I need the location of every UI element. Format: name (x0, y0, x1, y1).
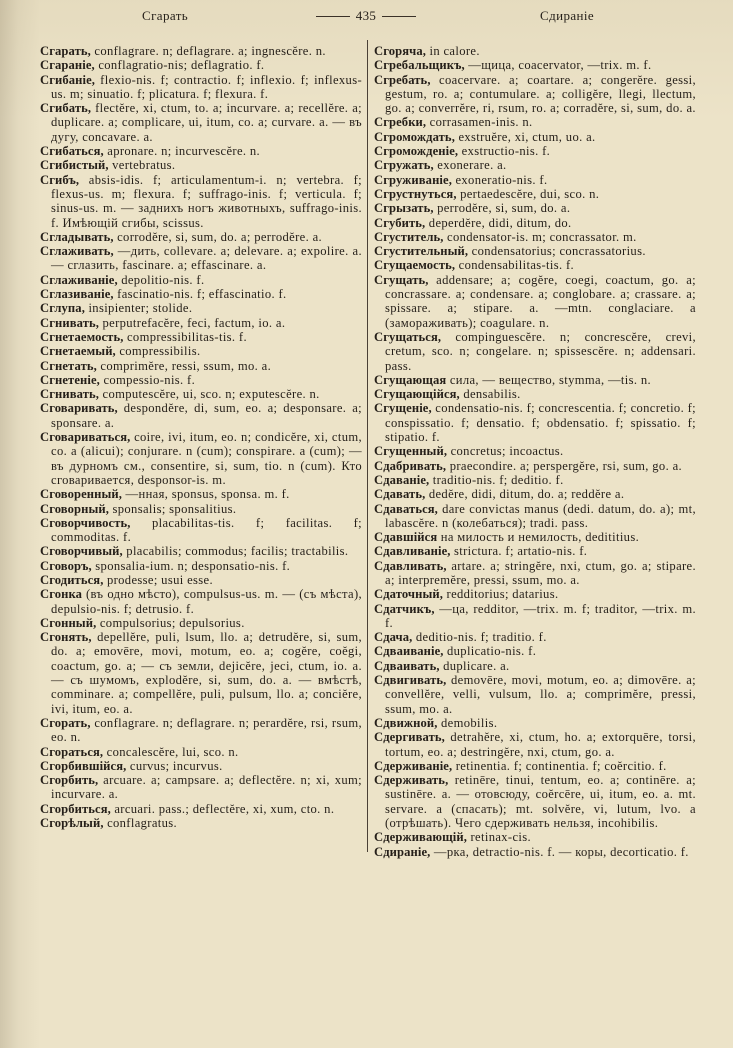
headword: Сгорбившійся, (40, 758, 127, 773)
dictionary-entry (374, 759, 696, 773)
dictionary-entry (40, 101, 362, 144)
headword: Сглупа, (40, 301, 85, 316)
dictionary-entry (374, 459, 696, 473)
headword: Сгущающійся, (374, 387, 460, 402)
headword: Сгубить, (374, 215, 426, 230)
headword: Сдача, (374, 630, 413, 645)
headword: Сгущаться, (374, 329, 442, 344)
headword: Сгонный, (40, 615, 97, 630)
dictionary-entry (40, 630, 362, 716)
definition: comprimĕre, ressi, ssum, mo. a. (100, 358, 272, 373)
dictionary-entry (374, 173, 696, 187)
definition: condensatorius; concrassatorius. (471, 244, 646, 259)
headword: Сгнетаемый, (40, 344, 116, 359)
right-guide-word: Сдираніе (540, 8, 595, 23)
headword: Сгоряча, (374, 44, 426, 58)
definition: pertaedescĕre, dui, sco. n. (460, 186, 600, 201)
definition: absis-idis. f; articulamentum-i. n; vertebra. f; flexus-us. m; flexura. f; suffrago-inis. f; verticula. f; sinus-us. m. — заднихъ ногъ животныхъ, suffrago-inis. f. Имѣющій сгибы, scissus. (51, 172, 363, 230)
headword: Сдаточный, (374, 587, 444, 602)
dictionary-entry (374, 58, 696, 72)
dictionary-entry (374, 244, 696, 258)
dictionary-entry (40, 573, 362, 587)
dictionary-entry (374, 730, 696, 759)
definition: compulsorius; depulsorius. (99, 615, 245, 630)
dictionary-entry (40, 173, 362, 230)
headword: Сгребки, (374, 115, 427, 130)
headword: Сгребальщикъ, (374, 58, 465, 73)
left-guide-word: Сгарать (142, 8, 189, 23)
dictionary-entry (40, 616, 362, 630)
right-column (374, 44, 696, 859)
definition: placabilitas-tis. f; facilitas. f; commoditas. f. (51, 515, 362, 545)
headword: Сгонять, (40, 630, 92, 645)
definition: addensare; a; cogĕre, coegi, coactum, go. a; concrassare. a; condensare. a; conglobare. a; crassare. a; spissare. a; stipare. a. —mtn. conglaciare. a (замораживать); coagulare. n. (385, 272, 696, 330)
dictionary-entry (40, 44, 362, 58)
dictionary-entry (374, 487, 696, 501)
page-number: 435 (355, 8, 377, 23)
headword: Сдвигивать, (374, 673, 447, 688)
dictionary-entry (374, 602, 696, 631)
headword: Сдабривать, (374, 458, 447, 473)
definition: conflagrare. n; deflagrare. n; perardĕre, rsi, rsum, eo. n. (51, 715, 362, 745)
definition: concretus; incoactus. (450, 444, 564, 459)
definition: depolitio-nis. f. (121, 272, 205, 287)
definition: traditio-nis. f; deditio. f. (432, 472, 564, 487)
dictionary-entry (40, 487, 362, 501)
dictionary-entry (40, 359, 362, 373)
dictionary-entry (40, 816, 362, 830)
dictionary-entry (374, 158, 696, 172)
headword: Сгрустнуться, (374, 186, 457, 201)
headword: Сгибаніе, (40, 72, 96, 87)
headword: Сдатчикъ, (374, 601, 435, 616)
headword: Сдаваться, (374, 501, 438, 516)
column-divider (367, 40, 368, 852)
headword: Сгущеніе, (374, 401, 432, 416)
definition: conflagratus. (107, 816, 178, 831)
definition: condensabilitas-tis. f. (458, 258, 575, 273)
definition: exonerare. a. (437, 158, 507, 173)
headword: Сгромождать, (374, 129, 455, 144)
definition: densabilis. (463, 387, 521, 402)
headword: Сдавшійся (374, 530, 438, 545)
headword: Сглаживаніе, (40, 272, 118, 287)
headword: Сгущаемость, (374, 258, 456, 273)
dictionary-entry (374, 830, 696, 844)
definition: corrasamen-inis. n. (429, 115, 533, 130)
definition: artare. a; stringĕre, nxi, ctum, go. a; stipare. a; interpremĕre, pressi, ssum, mo. a. (385, 558, 697, 587)
dictionary-entry (40, 158, 362, 172)
dictionary-entry (374, 444, 696, 458)
definition: на милость и немилость, dedititius. (440, 530, 640, 545)
dictionary-entry (374, 144, 696, 158)
headword: Сгнивать, (40, 315, 99, 330)
dictionary-entry (40, 58, 362, 72)
definition: —дить, collevare. a; delevare. a; expolire. a. — сглазить, fascinare. a; effascinare. a. (51, 244, 362, 273)
dictionary-entry (40, 373, 362, 387)
dictionary-entry (374, 716, 696, 730)
dictionary-entry (40, 544, 362, 558)
headword: Сдерживающій, (374, 830, 468, 845)
definition: —рка, detractio-nis. f. — коры, decorticatio. f. (433, 844, 689, 859)
dictionary-entry (40, 401, 362, 430)
headword: Сгонка (40, 587, 83, 602)
definition: compessio-nis. f. (103, 372, 196, 387)
definition: detrahĕre, xi, ctum, ho. a; extorquēre, torsi, tortum, eo. a; destringĕre, nxi, ctum, go. a. (385, 730, 696, 759)
definition: placabilis; commodus; facilis; tractabilis. (126, 544, 349, 559)
dictionary-entry (374, 644, 696, 658)
dictionary-entry (374, 530, 696, 544)
dictionary-entry (374, 44, 696, 58)
definition: vertebratus. (112, 158, 176, 173)
headword: Сгущать, (374, 272, 429, 287)
dictionary-entry (374, 187, 696, 201)
definition: flectĕre, xi, ctum, to. a; incurvare. a; recellĕre. a; duplicare. a; complicare, ui, itum, co. a; curvare. a. — въ дугу, concavare. a. (51, 101, 362, 144)
headword: Сдваиваніе, (374, 644, 444, 659)
headword: Сгружать, (374, 158, 434, 173)
dictionary-entry (40, 73, 362, 102)
dictionary-entry (374, 230, 696, 244)
left-column (40, 44, 362, 830)
headword: Сгибать, (40, 101, 92, 116)
definition: strictura. f; artatio-nis. f. (454, 544, 588, 559)
definition: apronare. n; incurvescĕre. n. (107, 144, 261, 159)
headword: Сгибистый, (40, 158, 109, 173)
dictionary-entry (374, 659, 696, 673)
headword: Сглаживать, (40, 244, 114, 259)
headword: Сдавливаніе, (374, 544, 451, 559)
definition: retinentia. f; continentia. f; coĕrcitio. f. (455, 758, 667, 773)
definition: arcuari. pass.; deflectĕre, xi, xum, cto. n. (114, 801, 335, 816)
headword: Сгущающая (374, 372, 447, 387)
definition: fascinatio-nis. f; effascinatio. f. (117, 287, 287, 302)
dictionary-entry (40, 287, 362, 301)
dictionary-entry (374, 473, 696, 487)
definition: condensator-is. m; concrassator. m. (447, 229, 637, 244)
headword: Сдираніе, (374, 844, 431, 859)
headword: Сговоръ, (40, 558, 92, 573)
definition: —ца, redditor, —trix. m. f; traditor, —trix. m. f. (385, 601, 697, 630)
definition: redditorius; datarius. (446, 587, 559, 602)
definition: retinax-cis. (470, 830, 532, 845)
dictionary-entry (40, 330, 362, 344)
dictionary-entry (40, 516, 362, 545)
definition: corrodĕre, si, sum, do. a; perrodĕre. a. (117, 229, 323, 244)
dictionary-entry (40, 759, 362, 773)
definition: curvus; incurvus. (129, 758, 223, 773)
dictionary-entry (374, 630, 696, 644)
definition: compressibilitas-tis. f. (126, 329, 247, 344)
dictionary-entry (374, 773, 696, 830)
headword: Сдерживать, (374, 773, 449, 788)
headword: Сгараніе, (40, 58, 95, 73)
dictionary-entry (374, 559, 696, 588)
dictionary-entry (374, 587, 696, 601)
headword: Сгораться, (40, 744, 104, 759)
definition: depellĕre, puli, lsum, llo. a; detrudĕre, si, sum, do. a; emovēre, movi, motum, eo. a; cogĕre, coĕgi, coactum, go. a; — съ земли, dejicĕre, jeci, ctum, io. a. — съ шумомъ, explodĕre, si, sum, do. a. — вмѣстѣ, comminare. a; compellĕre, puli, pulsum, llo. a; conciĕre, ivi, itum, eo. a. (51, 630, 362, 716)
headword: Сдавливать, (374, 558, 447, 573)
dictionary-entry (40, 773, 362, 802)
headword: Сгибъ, (40, 172, 80, 187)
definition: exstruĕre, xi, ctum, uo. a. (458, 129, 596, 144)
dictionary-entry (374, 130, 696, 144)
definition: insipienter; stolide. (88, 301, 193, 316)
definition: condensatio-nis. f; concrescentia. f; concretio. f; conspissatio. f; densatio. f; obdensatio. f; spissatio. f; stipatio. f. (385, 401, 696, 445)
headword: Сгодиться, (40, 572, 104, 587)
headword: Сгуститель, (374, 229, 444, 244)
headword: Сгорбить, (40, 773, 99, 788)
headword: Сгроможденіе, (374, 144, 459, 159)
headword: Сгребать, (374, 72, 431, 87)
headword: Сглазиваніе, (40, 287, 114, 302)
definition: coire, ivi, itum, eo. n; condicĕre, xi, ctum, co. a (alicui); conjurare. n (cum); conspirare. a (cum); — въ дурномъ см., consentire, si, sum, tio. n (cum). Кто сговаривается, desponsor-is. m. (51, 430, 363, 487)
dictionary-entry (40, 144, 362, 158)
definition: arcuare. a; campsare. a; deflectĕre. n; xi, xum; incurvare. a. (51, 773, 363, 802)
dictionary-entry (374, 845, 696, 859)
headword: Сгорбиться, (40, 801, 111, 816)
dictionary-entry (374, 401, 696, 444)
dictionary-entry (40, 430, 362, 487)
definition: flexio-nis. f; contractio. f; inflexio. f; inflexus-us. m; sinuatio. f; plicatura. f; flexura. f. (51, 72, 362, 101)
definition: prodesse; usui esse. (106, 572, 213, 587)
dictionary-entry (374, 373, 696, 387)
headword: Сгнетаемость, (40, 329, 124, 344)
headword: Сгладывать, (40, 229, 114, 244)
definition: computescĕre, ui, sco. n; exputescĕre. n. (102, 387, 320, 402)
headword: Сгибаться, (40, 144, 104, 159)
definition: dare convictas manus (dedi. datum, do. a); mt, labascĕre. n (колебаться); tradi. pass. (385, 501, 696, 530)
dictionary-entry (374, 502, 696, 531)
dictionary-entry (40, 301, 362, 315)
page-number-rule-right (382, 16, 416, 17)
dictionary-entry (374, 330, 696, 373)
definition: despondĕre, di, sum, eo. a; desponsare. a; sponsare. a. (51, 401, 362, 430)
headword: Сгарать, (40, 44, 91, 58)
page-number-block (306, 8, 426, 24)
headword: Сдваивать, (374, 658, 440, 673)
headword: Сдавать, (374, 487, 426, 502)
definition: (въ одно мѣсто), compulsus-us. m. — (съ мѣста), depulsio-nis. f; detrusio. f. (51, 587, 362, 616)
page-number-rule-left (316, 16, 350, 17)
headword: Сговоренный, (40, 487, 123, 502)
definition: coacervare. a; coartare. a; congerĕre. gessi, gestum, ro. a; contumulare. a; colligĕre, llegi, llectum, go. a; converrĕre, ri, rsum, ro. a; corradĕre, si, sum, do. a. (385, 72, 697, 116)
definition: praecondire. a; perspergĕre, rsi, sum, go. a. (449, 458, 683, 473)
definition: perrodĕre, si, sum, do. a. (437, 201, 571, 216)
definition: sponsalia-ium. n; desponsatio-nis. f. (95, 558, 291, 573)
headword: Сгнивать, (40, 387, 99, 402)
headword: Сговариваться, (40, 430, 131, 445)
definition: compinguescĕre. n; concrescĕre, crevi, cretum, sco. n; congelare. n; spissescĕre. n; addensari. pass. (385, 329, 696, 373)
definition: deditio-nis. f; traditio. f. (415, 630, 547, 645)
definition: compressibilis. (119, 344, 201, 359)
dictionary-entry (40, 745, 362, 759)
definition: exstructio-nis. f. (461, 144, 551, 159)
dictionary-entry (374, 273, 696, 330)
dictionary-entry (40, 244, 362, 273)
definition: sponsalis; sponsalitius. (112, 501, 237, 516)
definition: in calore. (429, 44, 480, 58)
definition: retinēre, tinui, tentum, eo. a; continēre. a; sustinēre. a. — отовсюду, coĕrcēre, ui, itum, eo. a. mt. servare. a (спасать); mt. solvĕre, vi, lutum, lvo. a (отрѣшать). Чего сдерживать нельзя, incohibilis. (385, 773, 696, 831)
headword: Сдерживаніе, (374, 758, 453, 773)
dictionary-entry (40, 559, 362, 573)
definition: deperdĕre, didi, ditum, do. (428, 215, 572, 230)
headword: Сгущенный, (374, 444, 448, 459)
dictionary-entry (40, 587, 362, 616)
dictionary-entry (40, 273, 362, 287)
headword: Сдергивать, (374, 730, 445, 745)
definition: duplicatio-nis. f. (447, 644, 537, 659)
headword: Сдвижной, (374, 715, 438, 730)
dictionary-entry (374, 673, 696, 716)
dictionary-entry (374, 201, 696, 215)
headword: Сгустительный, (374, 244, 469, 259)
dictionary-entry (40, 230, 362, 244)
dictionary-entry (40, 316, 362, 330)
dictionary-entry (40, 502, 362, 516)
headword: Сдаваніе, (374, 472, 430, 487)
headword: Сгнетеніе, (40, 372, 100, 387)
definition: сила, — вещество, stymma, —tis. n. (449, 372, 651, 387)
dictionary-entry (40, 802, 362, 816)
dictionary-entry (40, 344, 362, 358)
headword: Сгорѣлый, (40, 816, 104, 831)
dictionary-entry (374, 73, 696, 116)
headword: Сгнетать, (40, 358, 97, 373)
definition: conflagrare. n; deflagrare. a; ingnescĕre. n. (94, 44, 326, 58)
headword: Сгруживаніе, (374, 172, 452, 187)
definition: concalescĕre, lui, sco. n. (106, 744, 239, 759)
dictionary-entry (374, 216, 696, 230)
dictionary-entry (40, 716, 362, 745)
headword: Сгорать, (40, 715, 91, 730)
definition: demobilis. (441, 715, 498, 730)
dictionary-entry (40, 387, 362, 401)
definition: —нная, sponsus, sponsa. m. f. (125, 487, 290, 502)
definition: dedĕre, didi, ditum, do. a; reddĕre a. (428, 487, 625, 502)
definition: —щица, coacervator, —trix. m. f. (468, 58, 652, 73)
definition: duplicare. a. (443, 658, 510, 673)
definition: exoneratio-nis. f. (455, 172, 548, 187)
definition: demovēre, movi, motum, eo. a; dimovēre. a; convellĕre, velli, vulsum, llo. a; comprimĕre, pressi, ssum, mo. a. (385, 673, 696, 716)
dictionary-entry (374, 115, 696, 129)
headword: Сгрызать, (374, 201, 434, 216)
dictionary-entry (374, 387, 696, 401)
dictionary-entry (374, 544, 696, 558)
dictionary-entry (374, 258, 696, 272)
headword: Сговорный, (40, 501, 109, 516)
headword: Сговорчивый, (40, 544, 123, 559)
definition: conflagratio-nis; deflagratio. f. (98, 58, 265, 73)
headword: Сговорчивость, (40, 515, 131, 530)
headword: Сговаривать, (40, 401, 118, 416)
definition: perputrefacĕre, feci, factum, io. a. (102, 315, 286, 330)
